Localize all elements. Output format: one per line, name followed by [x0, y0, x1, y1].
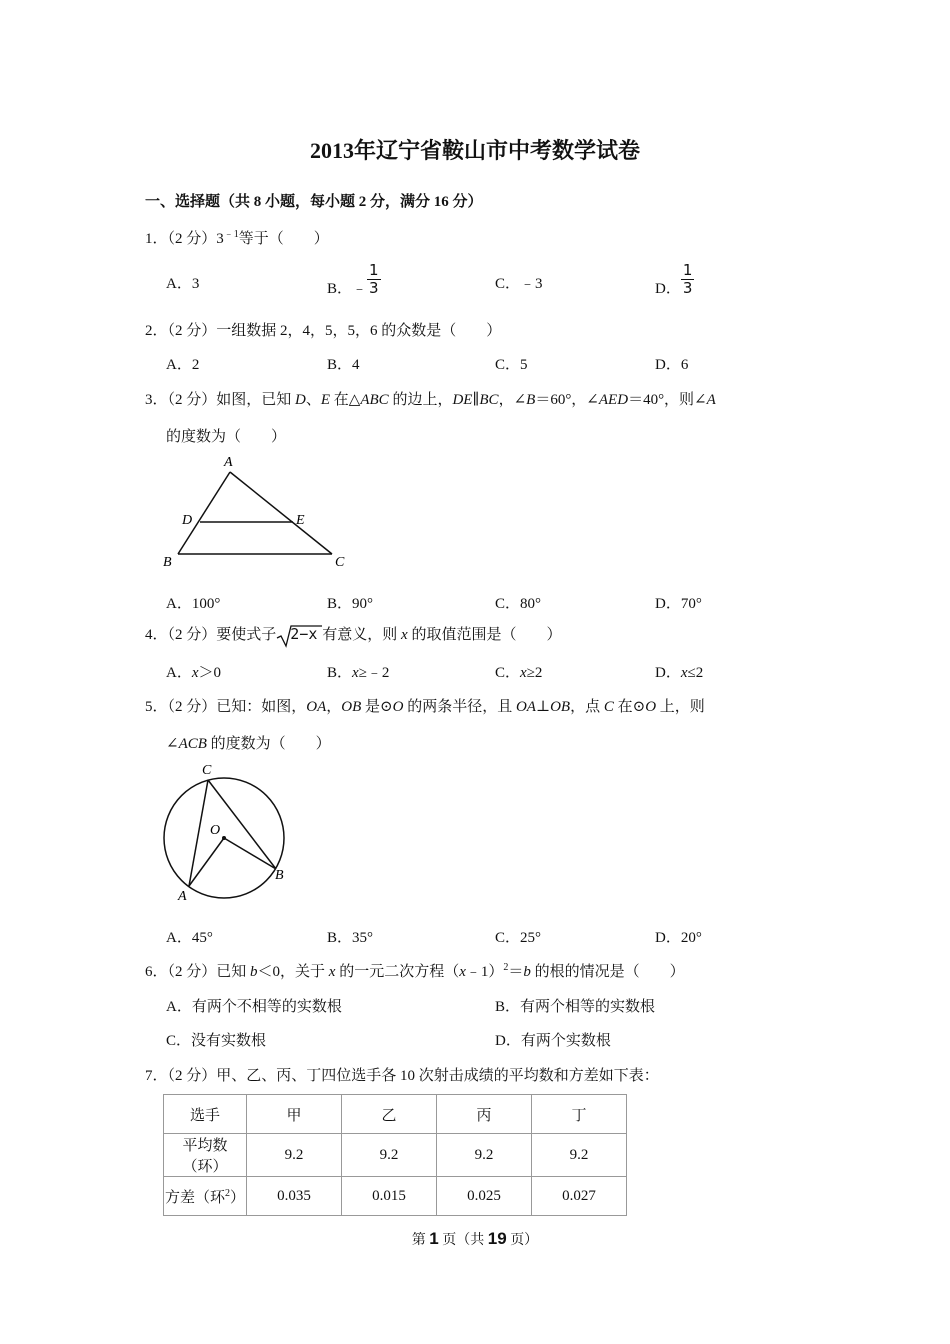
q5-text-4: 的两条半径，且	[403, 699, 516, 715]
q6-text-2: ＜0，关于	[257, 964, 329, 980]
label-e: E	[296, 513, 305, 528]
label-o: O	[210, 823, 221, 838]
label-c: C	[335, 555, 345, 570]
question-7: 7．（2 分）甲、乙、丙、丁四位选手各 10 次射击成绩的平均数和方差如下表：	[145, 1068, 659, 1084]
q4-option-c	[495, 661, 542, 682]
q6-var-b: b	[250, 964, 258, 980]
q1-option-d	[655, 262, 694, 297]
q1-d-label: D．	[655, 280, 681, 297]
q2-option-b: B．4	[327, 357, 360, 373]
q1-option-c: C．﹣3	[495, 276, 543, 292]
q5-var-acb: ACB	[178, 736, 207, 752]
table-header-cell: 乙	[342, 1095, 437, 1134]
label-a: A	[224, 455, 233, 470]
q1-b-fraction	[367, 262, 381, 297]
q3-text-7: ＝40°，则∠	[628, 392, 707, 408]
q1-d-fraction	[681, 262, 695, 297]
q5-perp: ⊥	[535, 699, 551, 715]
q1-b-numerator: 1	[369, 261, 379, 279]
q6-option-b: B．有两个相等的实数根	[495, 999, 656, 1015]
q5-option-c: C．25°	[495, 930, 542, 946]
footer-total-pages: 19	[487, 1229, 507, 1248]
q6-option-c: C．没有实数根	[166, 1033, 267, 1049]
q3-var-b: B	[526, 392, 536, 408]
q6-text-1: 6．（2 分）已知	[145, 964, 251, 980]
q5-var-oa: OA	[306, 699, 327, 715]
table-cell: 9.2	[247, 1134, 342, 1177]
q1-tail: 等于（ ）	[238, 231, 329, 247]
q5-var-c: C	[603, 699, 614, 715]
q5-var-ob-2: OB	[550, 699, 571, 715]
q5-text-2: ，	[326, 699, 342, 715]
q3-text-1: 3．（2 分）如图，已知	[145, 392, 296, 408]
q3-var-e: E	[320, 392, 331, 408]
table-header-cell: 丁	[532, 1095, 627, 1134]
q3-text-3: 在△	[330, 392, 361, 408]
q5-option-b: B．35°	[327, 930, 374, 946]
table-cell: 9.2	[342, 1134, 437, 1177]
q2-option-a: A．2	[166, 357, 200, 373]
q5-var-o-2: O	[645, 699, 657, 715]
q5-option-a: A．45°	[166, 930, 213, 946]
table-cell: 0.035	[247, 1177, 342, 1216]
table-cell: 0.025	[437, 1177, 532, 1216]
q4-b-var: x	[352, 665, 359, 681]
table-cell: 0.015	[342, 1177, 437, 1216]
radius-oa	[189, 838, 224, 886]
q6-text-4: ﹣1）	[465, 964, 504, 980]
q4-text-3: 的取值范围是（ ）	[407, 627, 562, 643]
label-b: B	[163, 555, 172, 570]
question-3	[145, 388, 716, 409]
q6-option-d: D．有两个实数根	[495, 1033, 611, 1049]
triangle-side-ac	[230, 472, 332, 554]
question-5	[145, 695, 705, 716]
q5-option-d: D．20°	[655, 930, 702, 946]
q2-option-d: D．6	[655, 357, 689, 373]
center-point	[222, 836, 226, 840]
q1-d-numerator: 1	[682, 261, 693, 279]
q4-option-b	[327, 661, 389, 682]
q4-b-label: B．	[327, 665, 353, 681]
q1-b-label: B．	[327, 280, 353, 297]
q1-b-denominator: 3	[369, 279, 379, 297]
q4-a-label: A．	[166, 665, 192, 681]
q5-line-2-text: 的度数为（ ）	[206, 736, 331, 752]
q3-text-6: ＝60°，∠	[535, 392, 599, 408]
table-header-cell: 丙	[437, 1095, 532, 1134]
score-table	[163, 1094, 627, 1216]
q3-option-a: A．100°	[166, 596, 221, 612]
page-title: 2013年辽宁省鞍山市中考数学试卷	[309, 138, 640, 163]
q5-var-oa-2: OA	[515, 699, 536, 715]
q3-parallel: ∥	[472, 392, 480, 408]
q4-d-var: x	[680, 665, 688, 681]
q4-option-d	[655, 661, 703, 682]
q5-var-o: O	[392, 699, 404, 715]
q4-a-rest: ＞0	[198, 665, 222, 681]
q5-text-1: 5．（2 分）已知：如图，	[145, 699, 307, 715]
q5-text-7: 上，则	[656, 699, 705, 715]
q4-d-rest: ≤2	[687, 665, 704, 681]
q4-radicand: 2−x	[290, 624, 318, 643]
q3-var-a: A	[706, 392, 716, 408]
q3-var-abc: ABC	[360, 392, 389, 408]
footer-text-2: 页（共	[438, 1233, 488, 1248]
q4-text-1: 4．（2 分）要使式子	[145, 627, 277, 643]
q3-line-2: 的度数为（ ）	[166, 429, 287, 445]
variance-label-close: ）	[230, 1189, 246, 1206]
q1-score: （2 分）	[167, 231, 217, 247]
table-row	[164, 1177, 627, 1216]
q1-option-a: A．3	[166, 276, 200, 292]
table-header-cell: 甲	[247, 1095, 342, 1134]
q6-text-5: ＝	[508, 964, 524, 980]
section-heading: 一、选择题（共 8 小题，每小题 2 分，满分 16 分）	[145, 194, 483, 210]
q3-text-5: ，∠	[498, 392, 527, 408]
q4-a-var: x	[191, 665, 199, 681]
chord-ca	[189, 780, 208, 886]
table-cell: 9.2	[532, 1134, 627, 1177]
q4-c-label: C．	[495, 665, 521, 681]
q2-option-c: C．5	[495, 357, 528, 373]
triangle-figure	[160, 452, 360, 572]
q6-square: 2	[503, 962, 509, 973]
q1-base: 3	[216, 231, 224, 247]
q6-option-a: A．有两个不相等的实数根	[166, 999, 342, 1015]
q5-text-5: ，点	[570, 699, 604, 715]
q6-text-3: 的一元二次方程（	[335, 964, 460, 980]
label-a: A	[178, 889, 187, 904]
label-b: B	[275, 868, 284, 883]
q6-var-x: x	[328, 964, 336, 980]
q6-var-x-2: x	[459, 964, 466, 980]
q3-var-d: D	[295, 392, 306, 408]
table-cell: 0.027	[532, 1177, 627, 1216]
q4-c-rest: ≥2	[526, 665, 543, 681]
circle-figure	[158, 758, 298, 908]
q4-b-rest: ≥﹣2	[358, 665, 390, 681]
q4-var-x: x	[401, 627, 408, 643]
table-cell: 平均数（环）	[164, 1134, 247, 1177]
q4-text-2: 有意义，则	[322, 627, 402, 643]
q3-option-d: D．70°	[655, 596, 702, 612]
q1-b-sign: ﹣	[352, 280, 368, 297]
q6-text-6: 的根的情况是（ ）	[530, 964, 685, 980]
table-header-row	[164, 1095, 627, 1134]
q1-number: 1．	[145, 231, 168, 247]
q3-var-bc: BC	[479, 392, 499, 408]
variance-unit-exponent: 2	[225, 1187, 230, 1199]
table-cell	[164, 1177, 247, 1216]
q3-text-4: 的边上，	[388, 392, 453, 408]
q5-var-ob: OB	[341, 699, 362, 715]
q1-option-b	[327, 262, 381, 297]
question-2: 2．（2 分）一组数据 2，4，5，5，6 的众数是（ ）	[145, 323, 502, 339]
table-header-cell: 选手	[164, 1095, 247, 1134]
q6-var-b-2: b	[523, 964, 531, 980]
q5-line-2	[166, 732, 331, 753]
label-c: C	[202, 763, 212, 778]
label-d: D	[182, 513, 193, 528]
footer-text-1: 第	[411, 1233, 430, 1248]
question-4	[145, 623, 561, 648]
table-row	[164, 1134, 627, 1177]
q4-option-a	[166, 661, 221, 682]
q4-c-var: x	[520, 665, 527, 681]
q3-text-2: 、	[305, 392, 321, 408]
footer-page-number: 1	[429, 1229, 439, 1248]
q5-text-6: 在⊙	[613, 699, 646, 715]
question-1	[145, 225, 329, 248]
page-footer	[0, 1229, 950, 1249]
radius-ob	[224, 838, 276, 869]
table-cell: 9.2	[437, 1134, 532, 1177]
q4-sqrt	[276, 624, 322, 648]
q1-exponent: ﹣1	[223, 229, 239, 240]
q5-angle-sign: ∠	[166, 736, 179, 752]
variance-label: 方差（环	[164, 1189, 225, 1206]
q1-d-denominator: 3	[682, 279, 693, 297]
q5-text-3: 是⊙	[361, 699, 393, 715]
q4-d-label: D．	[655, 665, 681, 681]
q3-var-aed: AED	[598, 392, 629, 408]
footer-text-3: 页）	[506, 1233, 539, 1248]
question-6	[145, 960, 685, 981]
q3-var-de: DE	[452, 392, 473, 408]
q3-option-b: B．90°	[327, 596, 374, 612]
q3-option-c: C．80°	[495, 596, 542, 612]
